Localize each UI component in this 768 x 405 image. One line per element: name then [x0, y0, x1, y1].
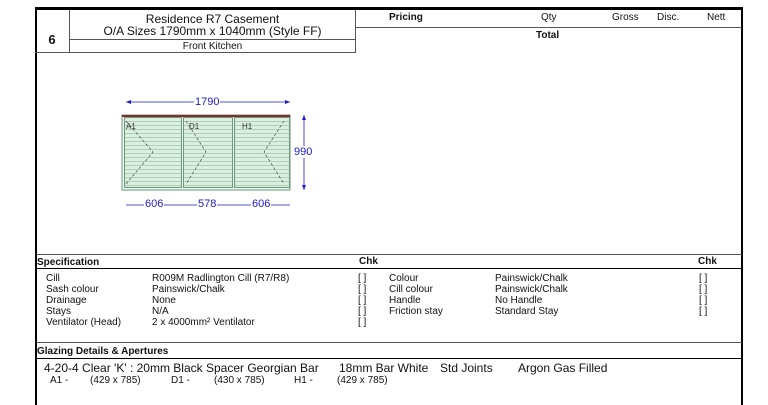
pane-width-2: 578	[198, 198, 217, 210]
total-label: Total	[536, 30, 560, 41]
spec-label: Stays	[46, 306, 72, 317]
spec-value: Standard Stay	[495, 306, 559, 317]
spec-checkbox[interactable]: [ ]	[358, 284, 367, 295]
glazing-joints: Std Joints	[440, 361, 493, 375]
disc-header: Disc.	[657, 12, 680, 23]
item-number-text: 6	[48, 32, 56, 47]
glazing-gas: Argon Gas Filled	[518, 361, 608, 375]
spec-checkbox[interactable]: [ ]	[358, 295, 367, 306]
spec-checkbox[interactable]: [ ]	[699, 306, 708, 317]
spec-value: Painswick/Chalk	[495, 284, 568, 295]
spec-label: Ventilator (Head)	[46, 317, 122, 328]
qty-header: Qty	[541, 12, 557, 23]
aperture-h1-label: H1 -	[294, 375, 313, 386]
width-dimension: 1790	[195, 96, 220, 108]
aperture-d1-label: D1 -	[171, 375, 190, 386]
spec-label: Friction stay	[389, 306, 443, 317]
item-sizes: O/A Sizes 1790mm x 1040mm (Style FF)	[103, 24, 322, 38]
gross-header: Gross	[612, 12, 639, 23]
pricing-label: Pricing	[389, 12, 423, 23]
pane-label-d1: D1	[189, 122, 200, 131]
pane-width-3: 606	[252, 198, 271, 210]
spec-label: Handle	[389, 295, 421, 306]
spec-value: Painswick/Chalk	[152, 284, 225, 295]
height-dimension: 990	[294, 146, 313, 158]
width-arrow-left	[126, 100, 131, 104]
pane-label-h1: H1	[242, 122, 253, 131]
spec-right-values	[495, 273, 568, 317]
spec-label: Colour	[389, 273, 419, 284]
glazing-top-rule	[37, 342, 742, 343]
spec-value: R009M Radlington Cill (R7/R8)	[152, 273, 290, 284]
nett-header: Nett	[707, 12, 726, 23]
spec-header-rule	[37, 268, 742, 269]
glazing-bar: 18mm Bar White	[339, 361, 429, 375]
aperture-d1-size: (430 x 785)	[214, 375, 265, 386]
spec-label: Drainage	[46, 295, 87, 306]
glazing-line: 4-20-4 Clear 'K' : 20mm Black Spacer Georgian Bar	[44, 361, 319, 375]
spec-checkbox[interactable]: [ ]	[358, 317, 367, 328]
spec-checkbox[interactable]: [ ]	[699, 273, 708, 284]
spec-checkbox[interactable]: [ ]	[358, 306, 367, 317]
spec-right-checks	[699, 273, 707, 317]
pane-diagonals	[124, 117, 290, 188]
spec-header: Specification	[37, 257, 100, 268]
spec-label: Sash colour	[46, 284, 99, 295]
spec-value: None	[152, 295, 176, 306]
pane-width-1: 606	[145, 198, 164, 210]
spec-value: No Handle	[495, 295, 543, 306]
aperture-a1-label: A1 -	[50, 375, 69, 386]
spec-left-checks	[358, 273, 366, 328]
spec-right-labels	[389, 273, 443, 317]
spec-value: N/A	[152, 306, 169, 317]
height-arrow-bottom	[302, 185, 306, 190]
width-arrow-right	[285, 100, 290, 104]
spec-checkbox[interactable]: [ ]	[358, 273, 367, 284]
spec-left-labels	[46, 273, 121, 328]
item-number	[35, 10, 70, 53]
height-arrow-top	[302, 115, 306, 120]
aperture-h1-size: (429 x 785)	[337, 375, 388, 386]
item-title: Residence R7 Casement	[145, 12, 280, 26]
spec-value: 2 x 4000mm² Ventilator	[152, 317, 255, 328]
glazing-header: Glazing Details & Apertures	[37, 346, 169, 357]
spec-label: Cill	[46, 273, 60, 284]
spec-chk-right: Chk	[698, 256, 717, 267]
pane-label-a1: A1	[126, 122, 136, 131]
spec-checkbox[interactable]: [ ]	[699, 295, 708, 306]
glazing-header-rule	[37, 358, 742, 359]
spec-checkbox[interactable]: [ ]	[699, 284, 708, 295]
spec-chk-left: Chk	[359, 256, 378, 267]
spec-label: Cill colour	[389, 284, 433, 295]
spec-left-values	[152, 273, 289, 328]
item-title-block	[70, 10, 356, 53]
spec-top-rule	[37, 254, 742, 255]
spec-value: Painswick/Chalk	[495, 273, 568, 284]
item-location: Front Kitchen	[70, 39, 355, 53]
aperture-a1-size: (429 x 785)	[90, 375, 141, 386]
pricing-divider	[356, 27, 742, 28]
